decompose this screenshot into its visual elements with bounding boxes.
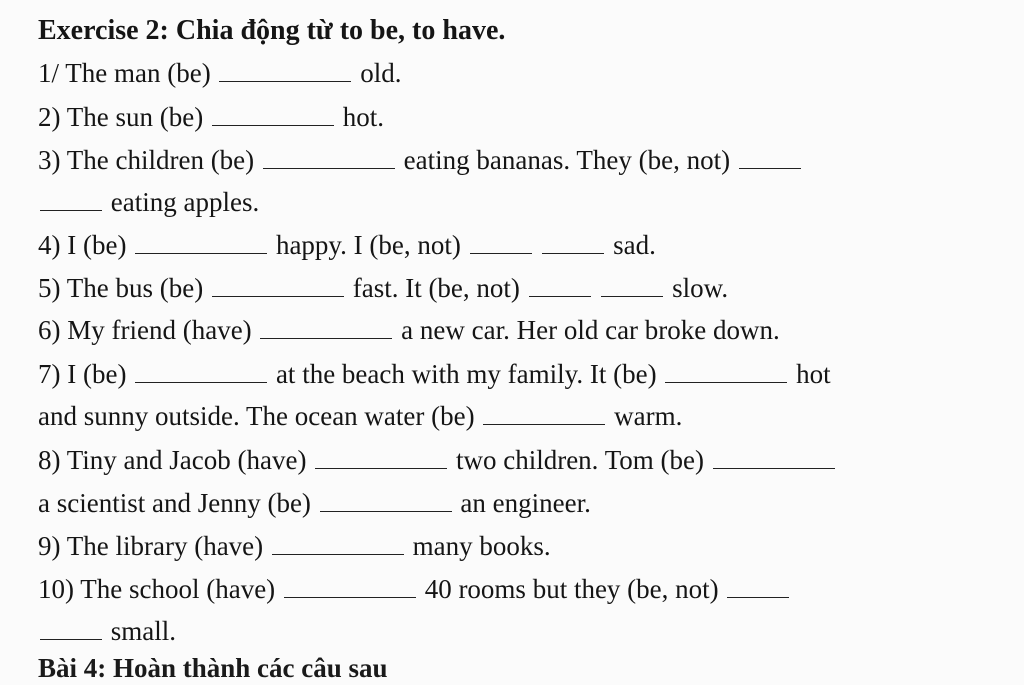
answer-blank xyxy=(260,318,392,339)
answer-blank xyxy=(135,362,267,383)
text-segment: hot. xyxy=(335,102,384,132)
question-6 xyxy=(38,313,780,347)
answer-blank xyxy=(284,577,416,598)
exercise-title: Exercise 2: Chia động từ to be, to have. xyxy=(38,15,506,46)
text-segment xyxy=(593,273,600,303)
answer-blank xyxy=(320,491,452,512)
text-segment: 8) Tiny and Jacob (have) xyxy=(38,445,314,475)
question-1 xyxy=(38,56,401,90)
text-segment: 3) The children (be) xyxy=(38,145,261,175)
answer-blank xyxy=(212,276,344,297)
answer-blank xyxy=(470,233,532,254)
answer-blank xyxy=(665,362,787,383)
answer-blank xyxy=(40,190,102,211)
answer-blank xyxy=(219,61,351,82)
next-exercise-heading-cut: Bài 4: Hoàn thành các câu sau xyxy=(38,653,388,683)
text-segment: eating bananas. They (be, not) xyxy=(396,145,737,175)
question-3 xyxy=(38,143,803,177)
question-5 xyxy=(38,271,728,305)
answer-blank xyxy=(601,276,663,297)
text-segment: small. xyxy=(104,616,176,646)
question-2 xyxy=(38,100,384,134)
answer-blank xyxy=(263,148,395,169)
answer-blank xyxy=(212,105,334,126)
question-7 xyxy=(38,357,831,391)
text-segment: at the beach with my family. It (be) xyxy=(269,359,664,389)
text-segment: fast. It (be, not) xyxy=(345,273,527,303)
text-segment: happy. I (be, not) xyxy=(269,230,468,260)
text-segment: 40 rooms but they (be, not) xyxy=(417,574,726,604)
question-10-continued xyxy=(38,614,176,648)
text-segment: hot xyxy=(789,359,831,389)
question-9 xyxy=(38,529,551,563)
answer-blank xyxy=(713,448,835,469)
answer-blank xyxy=(135,233,267,254)
answer-blank xyxy=(727,577,789,598)
text-segment: old. xyxy=(353,58,402,88)
answer-blank xyxy=(315,448,447,469)
text-segment: a scientist and Jenny (be) xyxy=(38,488,318,518)
text-segment: sad. xyxy=(606,230,656,260)
question-3-continued xyxy=(38,185,259,219)
text-segment: slow. xyxy=(665,273,729,303)
question-7-continued xyxy=(38,399,682,433)
text-segment: and sunny outside. The ocean water (be) xyxy=(38,401,482,431)
question-10 xyxy=(38,572,791,606)
text-segment: two children. Tom (be) xyxy=(449,445,711,475)
answer-blank xyxy=(40,619,102,640)
text-segment: a new car. Her old car broke down. xyxy=(394,315,780,345)
text-segment: 2) The sun (be) xyxy=(38,102,210,132)
answer-blank xyxy=(272,534,404,555)
text-segment: many books. xyxy=(405,531,551,561)
text-segment: 5) The bus (be) xyxy=(38,273,210,303)
text-segment: eating apples. xyxy=(104,187,260,217)
question-4 xyxy=(38,228,656,262)
answer-blank xyxy=(529,276,591,297)
answer-blank xyxy=(739,148,801,169)
text-segment: 4) I (be) xyxy=(38,230,134,260)
text-segment xyxy=(534,230,541,260)
text-segment: 6) My friend (have) xyxy=(38,315,259,345)
text-segment: 9) The library (have) xyxy=(38,531,270,561)
text-segment: 1/ The man (be) xyxy=(38,58,218,88)
text-segment: 10) The school (have) xyxy=(38,574,282,604)
text-segment: 7) I (be) xyxy=(38,359,134,389)
answer-blank xyxy=(542,233,604,254)
question-8 xyxy=(38,443,837,477)
answer-blank xyxy=(483,404,605,425)
text-segment: an engineer. xyxy=(453,488,591,518)
question-8-continued xyxy=(38,486,591,520)
text-segment: warm. xyxy=(607,401,683,431)
